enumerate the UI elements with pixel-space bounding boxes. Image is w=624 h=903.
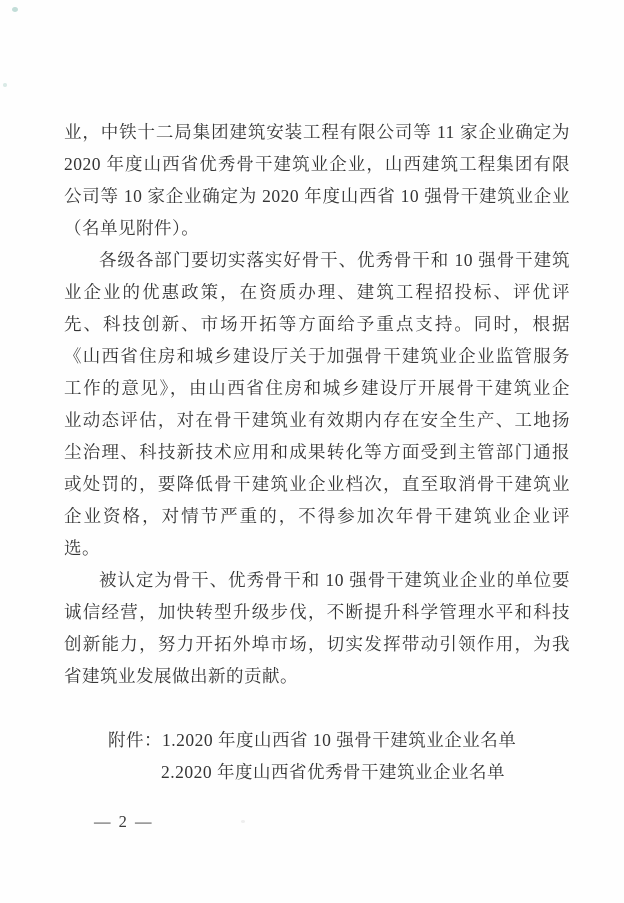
attachment-line-1: 附件：1.2020 年度山西省 10 强骨干建筑业企业名单 [108, 730, 517, 750]
paragraph-line: 业企业的优惠政策，在资质办理、建筑工程招投标、评优评 [64, 282, 570, 302]
attachment-line-2: 2.2020 年度山西省优秀骨干建筑业企业名单 [161, 762, 505, 782]
paragraph-line: （名单见附件）。 [64, 218, 200, 238]
paragraph-line: 创新能力，努力开拓外埠市场，切实发挥带动引领作用，为我 [64, 634, 570, 654]
scan-speck [3, 83, 7, 87]
blank-line [64, 692, 570, 724]
paragraph-line: 被认定为骨干、优秀骨干和 10 强骨干建筑业企业的单位要 [99, 570, 570, 590]
paragraph-line: 2020 年度山西省优秀骨干建筑业企业，山西建筑工程集团有限 [64, 154, 570, 174]
scan-speck [12, 7, 18, 12]
paragraph-line: 省建筑业发展做出新的贡献。 [64, 666, 298, 686]
paragraph-line: 公司等 10 家企业确定为 2020 年度山西省 10 强骨干建筑业企业 [64, 186, 570, 206]
paragraph-line: 各级各部门要切实落实好骨干、优秀骨干和 10 强骨干建筑 [99, 250, 570, 270]
paragraph-line: 业，中铁十二局集团建筑安装工程有限公司等 11 家企业确定为 [64, 122, 570, 142]
paragraph-line: 业动态评估，对在骨干建筑业有效期内存在安全生产、工地扬 [64, 410, 570, 430]
scan-speck [241, 820, 245, 823]
paragraph-line: 或处罚的，要降低骨干建筑业企业档次，直至取消骨干建筑业 [64, 474, 570, 494]
page-number: — 2 — [94, 812, 154, 831]
paragraph-line: 工作的意见》，由山西省住房和城乡建设厅开展骨干建筑业企 [64, 378, 570, 398]
body-text [64, 116, 570, 788]
paragraph-line: 先、科技创新、市场开拓等方面给予重点支持。同时，根据 [64, 314, 570, 334]
paragraph-line: 尘治理、科技新技术应用和成果转化等方面受到主管部门通报 [64, 442, 570, 462]
paragraph-line: 企业资格，对情节严重的，不得参加次年骨干建筑业企业评 [64, 506, 570, 526]
paragraph-line: 选。 [64, 538, 100, 558]
paragraph-line: 诚信经营，加快转型升级步伐，不断提升科学管理水平和科技 [64, 602, 570, 622]
paragraph-line: 《山西省住房和城乡建设厅关于加强骨干建筑业企业监管服务 [64, 346, 570, 366]
